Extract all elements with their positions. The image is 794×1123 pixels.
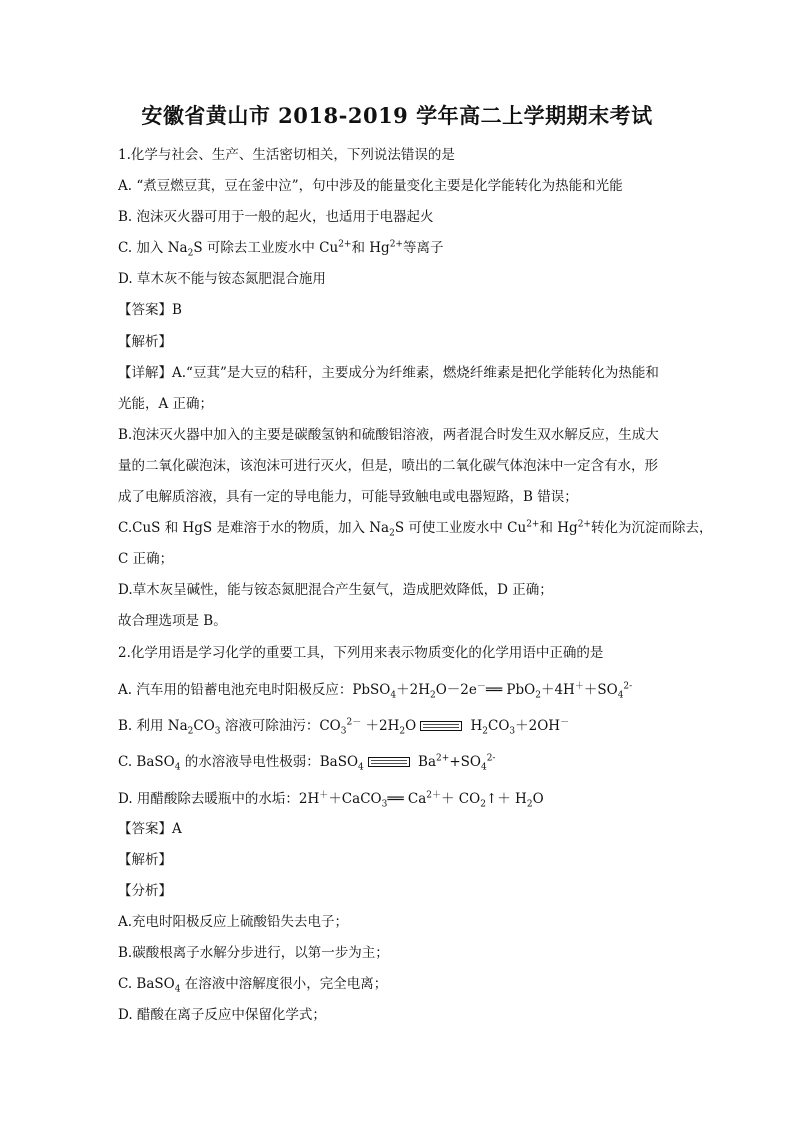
q2-option-b: B. 利用 $Na_2CO_3$ 溶液可除油污：$CO_3^{2-} +2H_2O$ $H_2CO_3+2OH^-$ <box>118 717 570 737</box>
q2-analysis-label: 【解析】 <box>118 852 172 868</box>
q2-fenxi-label: 【分析】 <box>118 883 172 899</box>
q2-answer: 【答案】A <box>118 821 182 837</box>
q1-detail-c-line-1: C.CuS 和 HgS 是难溶于水的物质，加入 $Na_2S$ 可使工业废水中 $Cu^{2+}$和 $Hg^{2+}$转化为沉淀而除去， <box>118 519 713 539</box>
q2-option-d: D. 用醋酸除去暖瓶中的水垢：2H＋＋CaCO$_3$══ $Ca^{2+}+$ $CO_2↑+ H_2O$ <box>118 790 544 810</box>
q2-option-c: C. BaSO$_4$ 的水溶液导电性极弱：BaSO$_4$ $Ba^{2+}+SO_4^{2-}$ <box>118 753 496 773</box>
q1-answer: 【答案】B <box>118 302 182 318</box>
q1-detail-c-line-2: C 正确； <box>118 551 174 567</box>
reversible-arrow-icon <box>368 757 410 767</box>
q1-option-d: D. 草木灰不能与铵态氮肥混合施用 <box>118 271 326 287</box>
q2-option-a: A. 汽车用的铅蓄电池充电时阳极反应：$PbSO_4+2H_2O-2e^-══$ $PbO_2+4H^++SO_4^{2-}$ <box>118 681 633 701</box>
reversible-arrow-icon <box>420 721 462 731</box>
q2-analysis-a: A.充电时阳极反应上硫酸铅失去电子； <box>118 914 349 930</box>
page-title: 安徽省黄山市 2018-2019 学年高二上学期期末考试 <box>141 103 653 128</box>
q1-option-a: A. “煮豆燃豆萁，豆在釜中泣”，句中涉及的能量变化主要是化学能转化为热能和光能 <box>118 178 623 194</box>
q2-analysis-b: B.碳酸根离子水解分步进行，以第一步为主； <box>118 945 389 961</box>
q1-detail-d-line: D.草木灰呈碱性，能与铵态氮肥混合产生氨气，造成肥效降低，D 正确； <box>118 582 553 598</box>
q2-analysis-d: D. 醋酸在离子反应中保留化学式； <box>118 1007 326 1023</box>
q2-stem: 2.化学用语是学习化学的重要工具，下列用来表示物质变化的化学用语中正确的是 <box>118 645 604 661</box>
q1-option-b: B. 泡沫灭火器可用于一般的起火，也适用于电器起火 <box>118 209 434 225</box>
q1-detail-b-line-1: B.泡沫灭火器中加入的主要是碳酸氢钠和硫酸铝溶液，两者混合时发生双水解反应，生成大 <box>118 427 659 443</box>
q1-detail-line-1: 【详解】A.“豆萁”是大豆的秸秆，主要成分为纤维素，燃烧纤维素是把化学能转化为热能和 <box>118 365 659 381</box>
q1-detail-line-2: 光能，A 正确； <box>118 396 214 412</box>
q1-stem: 1.化学与社会、生产、生活密切相关，下列说法错误的是 <box>118 147 455 163</box>
q1-detail-b-line-2: 量的二氧化碳泡沫，该泡沫可进行灭火，但是，喷出的二氧化碳气体泡沫中一定含有水，形 <box>118 458 658 474</box>
q1-option-c: C. 加入 $Na_2S$ 可除去工业废水中 $Cu^{2+}$和 $Hg^{2+}$等离子 <box>118 239 444 259</box>
q1-conclusion: 故合理选项是 B。 <box>118 613 227 629</box>
q2-analysis-c: C. BaSO$_4$ 在溶液中溶解度很小，完全电离； <box>118 976 388 995</box>
q1-detail-b-line-3: 成了电解质溶液，具有一定的导电能力，可能导致触电或电器短路，B 错误； <box>118 489 578 505</box>
q1-analysis-label: 【解析】 <box>118 334 172 350</box>
